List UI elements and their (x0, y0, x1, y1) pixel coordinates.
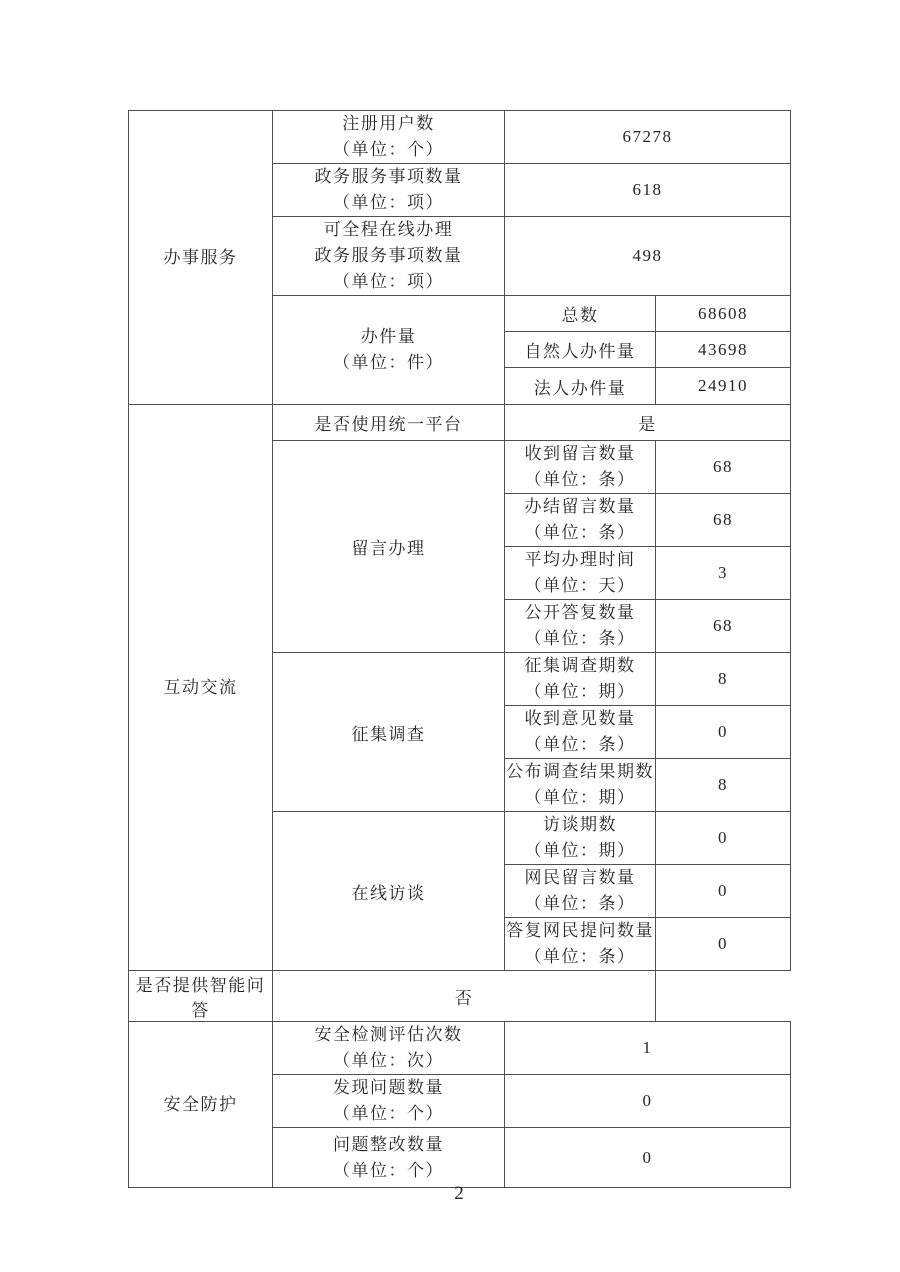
value-cell: 否 (273, 971, 656, 1022)
value-cell: 68 (656, 600, 791, 653)
label-cell-unified-platform: 是否使用统一平台 (273, 405, 505, 441)
row-unit: （单位：次） (333, 1051, 444, 1070)
row-label: 发现问题数量 (333, 1078, 444, 1097)
row-label: 收到意见数量 (524, 709, 636, 728)
row-label: 答复网民提问数量 (506, 921, 654, 940)
label-cell-registered-users (273, 111, 505, 164)
value-cell: 8 (656, 653, 791, 706)
sublabel-cell (505, 865, 656, 918)
value-cell: 0 (505, 1128, 791, 1188)
group-cell-message-handling: 留言办理 (273, 441, 505, 653)
group-cell-online-interview: 在线访谈 (273, 812, 505, 971)
row-unit: （单位：条） (524, 629, 636, 648)
row-unit: （单位：个） (333, 140, 444, 159)
section-title: 互动交流 (163, 677, 238, 697)
sublabel-cell (505, 441, 656, 494)
value-cell: 8 (656, 759, 791, 812)
value-cell: 0 (656, 812, 791, 865)
row-label: 政务服务事项数量 (314, 167, 463, 186)
row-label: 注册用户数 (342, 114, 435, 133)
value-cell: 1 (505, 1022, 791, 1075)
row-label: 公布调查结果期数 (506, 762, 654, 781)
group-cell-case-volume (273, 296, 505, 405)
value-cell: 43698 (656, 332, 791, 368)
section-title: 办事服务 (163, 247, 238, 267)
section-cell-interaction (129, 405, 273, 971)
value-cell: 3 (656, 547, 791, 600)
sublabel-cell: 总数 (505, 296, 656, 332)
row-label-2: 政务服务事项数量 (314, 246, 463, 265)
sublabel-cell: 法人办件量 (505, 368, 656, 405)
section-cell-service (129, 111, 273, 405)
row-label: 平均办理时间 (524, 550, 636, 569)
row-label: 访谈期数 (543, 815, 617, 834)
value-cell: 68608 (656, 296, 791, 332)
row-unit: （单位：项） (333, 272, 444, 291)
row-unit: （单位：条） (524, 735, 636, 754)
sublabel-cell (505, 600, 656, 653)
table-row (129, 1022, 791, 1075)
label-cell-service-items (273, 164, 505, 217)
row-label: 公开答复数量 (524, 603, 636, 622)
value-cell: 68 (656, 441, 791, 494)
row-label: 安全检测评估次数 (314, 1025, 463, 1044)
row-unit: （单位：个） (333, 1160, 444, 1180)
row-label: 网民留言数量 (524, 868, 636, 887)
row-unit: （单位：期） (524, 788, 636, 807)
value-cell: 498 (505, 217, 791, 296)
value-cell: 0 (656, 865, 791, 918)
label-cell-smart-qa: 是否提供智能问答 (129, 971, 273, 1022)
label-cell-problems-fixed (273, 1128, 505, 1188)
row-unit: （单位：条） (524, 894, 636, 913)
row-unit: （单位：期） (524, 841, 636, 860)
sublabel-cell (505, 918, 656, 971)
value-cell: 618 (505, 164, 791, 217)
row-label: 办结留言数量 (524, 497, 636, 516)
section-cell-security (129, 1022, 273, 1188)
table-row (129, 971, 791, 1022)
group-cell-survey: 征集调查 (273, 653, 505, 812)
report-table (128, 110, 791, 1188)
value-cell: 0 (505, 1075, 791, 1128)
sublabel-cell (505, 494, 656, 547)
label-cell-full-online-items (273, 217, 505, 296)
value-cell: 24910 (656, 368, 791, 405)
row-unit: （单位：项） (333, 193, 444, 212)
table-row (129, 405, 791, 441)
row-unit: （单位：个） (333, 1104, 444, 1123)
section-title: 安全防护 (163, 1094, 238, 1114)
row-unit: （单位：天） (524, 576, 636, 595)
value-cell: 是 (505, 405, 791, 441)
value-cell: 0 (656, 706, 791, 759)
value-cell: 0 (656, 918, 791, 971)
row-unit: （单位：条） (524, 470, 636, 489)
label-cell-security-checks (273, 1022, 505, 1075)
sublabel-cell (505, 812, 656, 865)
sublabel-cell (505, 706, 656, 759)
group-label: 办件量 (360, 327, 417, 346)
row-unit: （单位：条） (524, 523, 636, 542)
table-row (129, 111, 791, 164)
row-unit: （单位：期） (524, 682, 636, 701)
sublabel-cell (505, 759, 656, 812)
row-label: 问题整改数量 (333, 1134, 444, 1154)
row-label: 可全程在线办理 (323, 220, 454, 239)
row-label: 收到留言数量 (524, 444, 636, 463)
sublabel-cell (505, 547, 656, 600)
sublabel-cell (505, 653, 656, 706)
page-number: 2 (454, 1183, 464, 1204)
sublabel-cell: 自然人办件量 (505, 332, 656, 368)
value-cell: 68 (656, 494, 791, 547)
row-label: 征集调查期数 (524, 656, 636, 675)
group-unit: （单位：件） (333, 353, 444, 372)
label-cell-problems-found (273, 1075, 505, 1128)
row-unit: （单位：条） (524, 947, 636, 966)
value-cell: 67278 (505, 111, 791, 164)
